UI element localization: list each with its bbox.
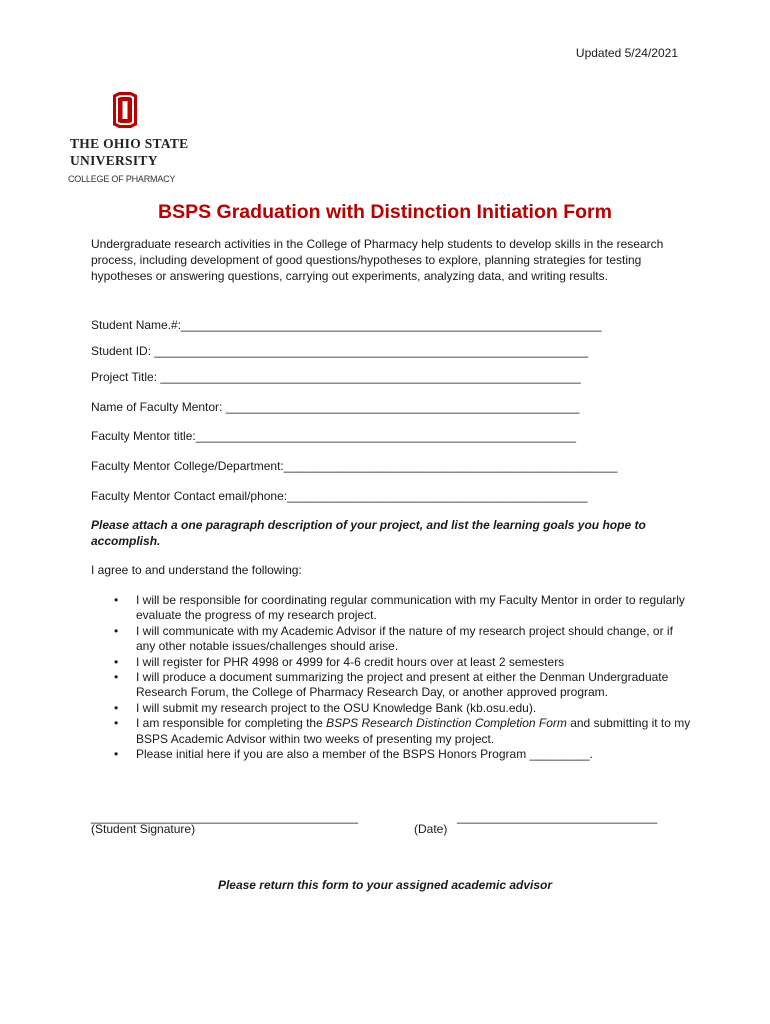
return-instruction: Please return this form to your assigned academic advisor (217, 878, 553, 892)
list-item (91, 670, 691, 701)
attachment-instruction: Please attach a one paragraph description of your project, and list the learning goals you hope to accomplish. (91, 518, 646, 548)
bullet-icon: • (114, 623, 119, 638)
faculty-mentor-title-field[interactable]: Faculty Mentor title:_________________________________________________________ (91, 429, 577, 443)
bullet-icon: • (114, 716, 119, 731)
list-item (91, 593, 691, 624)
list-item (91, 655, 691, 670)
student-signature-line[interactable]: ________________________________________ (91, 810, 358, 824)
completion-form-name: BSPS Research Distinction Completion Form (326, 716, 567, 731)
list-item-text: I will produce a document summarizing the project and present at either the Denman Undergraduate Research Forum, the College of Pharmacy Research Day, or another approved program. (136, 670, 669, 700)
faculty-mentor-contact-field[interactable]: Faculty Mentor Contact email/phone:_____________________________________________ (91, 489, 588, 503)
list-item-text: I will communicate with my Academic Advisor if the nature of my research project should change, or if any other notable issues/challenges should arise. (136, 623, 673, 654)
university-line-2: UNIVERSITY (70, 153, 158, 168)
list-item-text: I will register for PHR 4998 or 4999 for 4-6 credit hours over at least 2 semesters (136, 654, 565, 669)
university-line-1: THE OHIO STATE (70, 136, 189, 151)
list-item-text: I will submit my research project to the OSU Knowledge Bank (kb.osu.edu). (136, 700, 537, 715)
form-title: BSPS Graduation with Distinction Initiation Form (158, 201, 612, 223)
list-item (91, 747, 691, 762)
agreement-list (91, 593, 691, 762)
osu-block-o-logo (111, 92, 139, 128)
bullet-icon: • (114, 654, 119, 669)
list-item-text: I will be responsible for coordinating regular communication with my Faculty Mentor in order to regularly evaluate the progress of my research project. (136, 593, 685, 623)
bullet-icon: • (114, 747, 119, 762)
list-item (91, 624, 691, 655)
agreement-intro: I agree to and understand the following: (91, 563, 302, 577)
honors-initial-field[interactable]: Please initial here if you are also a member of the BSPS Honors Program _________. (136, 747, 593, 762)
list-item (91, 701, 691, 716)
university-name (70, 135, 188, 169)
bullet-icon: • (114, 593, 119, 607)
list-item-text-end: and submitting it to my BSPS Academic Advisor within two weeks of presenting my project. (136, 716, 691, 746)
date-label: (Date) (414, 822, 448, 836)
list-item (91, 716, 691, 747)
updated-date: Updated 5/24/2021 (575, 46, 678, 60)
intro-paragraph: Undergraduate research activities in the College of Pharmacy help students to develop skills in the research process, including development of good questions/hypotheses to explore, planning strategies for testing hypotheses or answering questions, carrying out experiments, analyzing data, and writing results. (91, 237, 664, 283)
student-id-field[interactable]: Student ID: _________________________________________________________________ (91, 344, 589, 358)
date-line[interactable]: ______________________________ (457, 810, 658, 824)
student-signature-label: (Student Signature) (91, 822, 196, 836)
college-name: COLLEGE OF PHARMACY (68, 174, 176, 184)
project-title-field[interactable]: Project Title: _______________________________________________________________ (91, 370, 581, 384)
student-name-field[interactable]: Student Name.#:_______________________________________________________________ (91, 318, 602, 332)
bullet-icon: • (114, 700, 119, 715)
faculty-mentor-department-field[interactable]: Faculty Mentor College/Department:__________________________________________________ (91, 459, 618, 473)
list-item-text-start: I am responsible for completing the (136, 716, 327, 731)
faculty-mentor-name-field[interactable]: Name of Faculty Mentor: _____________________________________________________ (91, 400, 580, 414)
bullet-icon: • (114, 670, 119, 685)
